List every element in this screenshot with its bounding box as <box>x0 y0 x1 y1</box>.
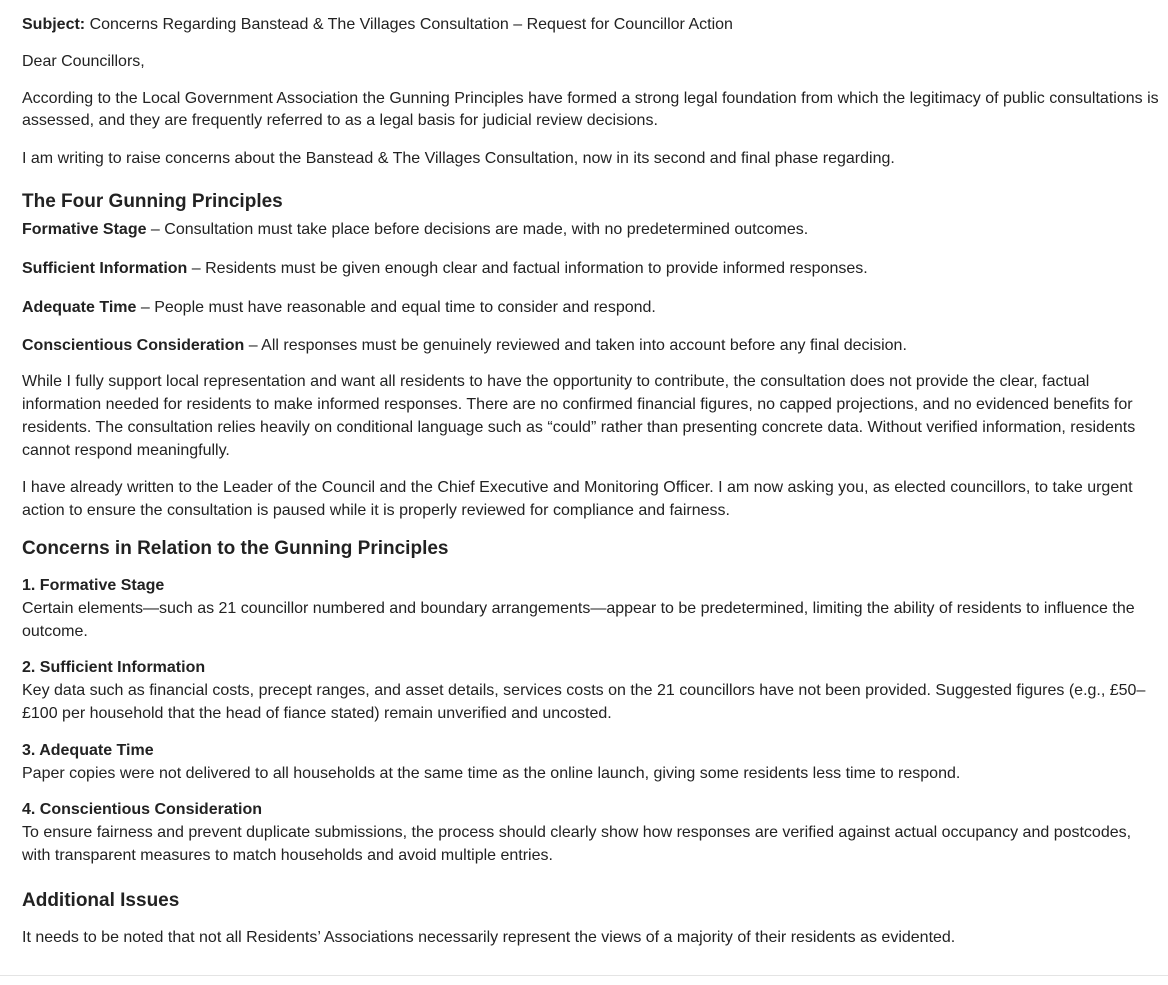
intro-paragraph-2: I am writing to raise concerns about the Banstead & The Villages Consultation, now in its second and final phase regarding. <box>22 150 895 168</box>
concern-sufficient-information <box>22 657 1162 725</box>
principle-text: – All responses must be genuinely reviewed and taken into account before any final decision. <box>244 337 907 355</box>
principle-term: Conscientious Consideration <box>22 337 245 355</box>
principle-term: Sufficient Information <box>22 259 188 277</box>
principle-term: Formative Stage <box>22 220 147 238</box>
additional-issues-heading: Additional Issues <box>22 889 180 911</box>
concern-formative-stage <box>22 575 1162 643</box>
bottom-divider <box>0 975 1168 976</box>
principle-conscientious-consideration <box>22 335 1162 358</box>
subject-line <box>22 14 1162 37</box>
concern-title: 4. Conscientious Consideration <box>22 801 263 819</box>
concerns-heading: Concerns in Relation to the Gunning Principles <box>22 537 449 559</box>
principle-adequate-time <box>22 297 1162 320</box>
email-body <box>22 14 1162 950</box>
subject-label: Subject: <box>22 16 86 33</box>
subject-text: Concerns Regarding Banstead & The Villages Consultation – Request for Councillor Action <box>85 16 733 33</box>
principle-term: Adequate Time <box>22 298 137 316</box>
concern-text: Certain elements—such as 21 councillor numbered and boundary arrangements—appear to be predetermined, limiting the ability of residents to influence the outcome. <box>22 599 1135 640</box>
greeting: Dear Councillors, <box>22 52 145 70</box>
principle-text: – Consultation must take place before decisions are made, with no predetermined outcomes. <box>146 220 809 238</box>
concern-text: Key data such as financial costs, precept ranges, and asset details, services costs on the 21 councillors have not been provided. Suggested figures (e.g., £50–£100 per household that the head of fiance stated) remain unverified and uncosted. <box>22 682 1146 722</box>
concern-text: To ensure fairness and prevent duplicate submissions, the process should clearly show how responses are verified against actual occupancy and postcodes, with transparent measures to match households and avoid multiple entries. <box>22 824 1132 864</box>
concern-title: 2. Sufficient Information <box>22 659 206 677</box>
principle-text: – Residents must be given enough clear and factual information to provide informed responses. <box>187 259 868 277</box>
body-paragraph-1: While I fully support local representation and want all residents to have the opportunity to contribute, the consultation does not provide the clear, factual information needed for residents to make informed responses. There are no confirmed financial figures, no capped projections, and no evidenced benefits for residents. The consultation relies heavily on conditional language such as “could” rather than presenting concrete data. Without verified information, residents cannot respond meaningfully. <box>22 373 1136 459</box>
principle-formative-stage <box>22 219 1162 242</box>
principle-text: – People must have reasonable and equal time to consider and respond. <box>136 298 656 316</box>
concern-text: Paper copies were not delivered to all households at the same time as the online launch, giving some residents less time to respond. <box>22 764 961 782</box>
concern-title: 1. Formative Stage <box>22 576 165 594</box>
four-principles-heading: The Four Gunning Principles <box>22 190 283 212</box>
concern-conscientious-consideration <box>22 799 1162 867</box>
concern-title: 3. Adequate Time <box>22 741 154 759</box>
body-paragraph-2: I have already written to the Leader of the Council and the Chief Executive and Monitoring Officer. I am now asking you, as elected councillors, to take urgent action to ensure the consultation is paused while it is properly reviewed for compliance and fairness. <box>22 479 1133 520</box>
principle-sufficient-information <box>22 258 1162 281</box>
intro-paragraph-1: According to the Local Government Association the Gunning Principles have formed a strong legal foundation from which the legitimacy of public consultations is assessed, and they are frequently referred to as a legal basis for judicial review decisions. <box>22 89 1159 130</box>
additional-paragraph: It needs to be noted that not all Residents’ Associations necessarily represent the views of a majority of their residents as evidented. <box>22 928 956 946</box>
concern-adequate-time <box>22 740 1162 786</box>
